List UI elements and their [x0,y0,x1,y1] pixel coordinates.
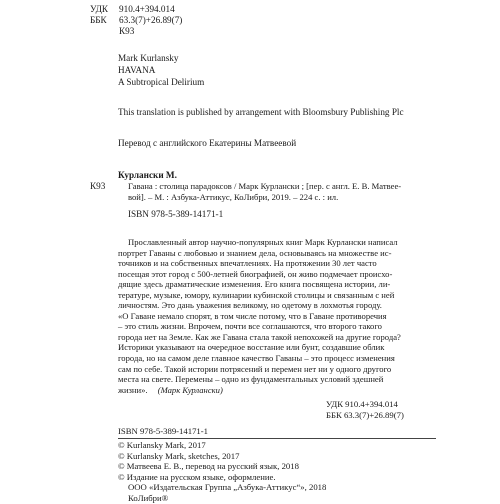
arrangement-note: This translation is published by arrangement with Bloomsbury Publishing Plc [118,107,404,117]
catalog-mark: К93 [90,181,106,191]
annotation-attribution: (Марк Курлански) [157,384,223,395]
original-author: Mark Kurlansky [118,53,179,63]
annotation-line: «О Гаване немало спорят, в том числе потому, что в Гаване противоречия [118,310,387,321]
annotation-last-line [118,385,436,396]
bbk-value: 63.3(7)+26.89(7) [119,15,183,25]
annotation-line: сам по себе. Такой истории потрясений и перемен нет ни у одного другого [118,363,392,374]
copyright-block [118,440,326,504]
annotation-line: города нет на Земле. Как же Гавана стала такой непохожей на другие города? [118,331,401,342]
divider [118,438,436,439]
annotation-line: Историки указывают на очередное восстание или бунт, создавшие облик [118,342,385,353]
annotation-line: тературе, музыке, юмору, кулинарии кубинской столицы и связанным с ней [118,289,395,300]
catalog-description [128,181,436,202]
annotation-line: точников и на собственных впечатлениях. На протяжении 30 лет часто [118,258,377,269]
bottom-isbn: ISBN 978-5-389-14171-1 [118,426,209,436]
original-subtitle: A Subtropical Delirium [118,77,205,87]
annotation-bbk: ББК 63.3(7)+26.89(7) [326,410,404,420]
udk-label: УДК [90,4,108,14]
annotation-line: города, но на самом деле главное качество Гаваны – это процесс изменения [118,353,395,364]
annotation [118,237,436,395]
annotation-line: места на свете. Перемены – одно из фундаментальных условий здешней [118,374,384,385]
copyright-line: © Матвеева Е. В., перевод на русский язык, 2018 [118,461,299,472]
annotation-line: дящие здесь драматические изменения. Его книга посвящена истории, ли- [118,279,391,290]
annotation-line: жизни». [118,384,148,395]
catalog-isbn: ISBN 978-5-389-14171-1 [128,209,224,219]
annotation-line: портрет Гаваны с любовью и знанием дела, основываясь на множестве ис- [118,247,392,258]
original-title: HAVANA [118,65,156,75]
bbk-label: ББК [90,15,107,25]
udk-value: 910.4+394.014 [119,4,175,14]
annotation-line: Прославленный автор научно-популярных книг Марк Курлански написал [128,237,398,247]
translator-line: Перевод с английского Екатерины Матвеевой [118,138,297,148]
catalog-line: Гавана : столица парадоксов / Марк Курлански ; [пер. с англ. Е. В. Матвее- [128,181,402,191]
copyright-line: © Издание на русском языке, оформление. [118,471,276,482]
catalog-heading: Курлански М. [118,170,177,180]
copyright-line: ООО «Издательская Группа „Азбука-Аттикус“», 2018 [128,482,327,493]
copyright-line: КоЛибри® [128,492,169,503]
annotation-line: – это стиль жизни. Впрочем, почти все соглашаются, что второго такого [118,321,382,332]
author-mark: К93 [119,26,135,36]
copyright-line: © Kurlansky Mark, 2017 [118,440,206,450]
annotation-udk: УДК 910.4+394.014 [326,399,398,409]
annotation-line: личностям. Это дань уважения великому, но одетому в лохмотья городу. [118,300,382,311]
copyright-line: © Kurlansky Mark, sketches, 2017 [118,450,240,461]
annotation-line: посещая этот город с 500-летней биографией, он живо подмечает происхо- [118,268,393,279]
catalog-line: вой]. – М. : Азбука-Аттикус, КоЛибри, 2019. – 224 с. : ил. [128,191,339,202]
